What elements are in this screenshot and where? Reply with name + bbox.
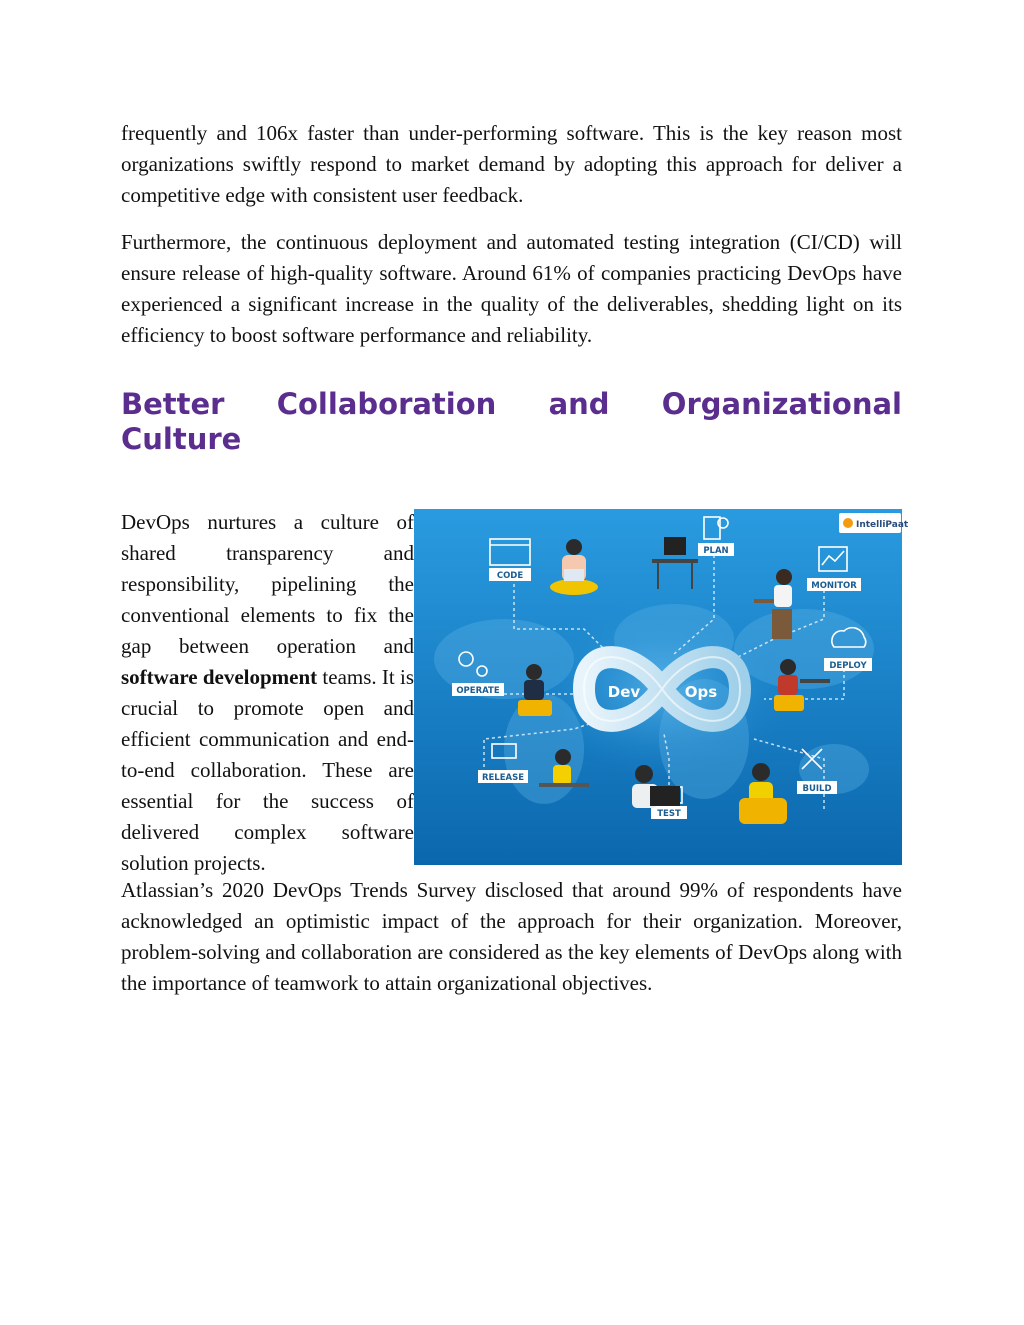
devops-lifecycle-image [414,509,909,865]
paragraph-speed: frequently and 106x faster than under-performing software. This is the key reason most organizations swiftly respond to market demand by adopting this approach for deliver a competitive edge with consistent user feedback. [121,121,902,207]
software-development-bold: software development [121,665,318,689]
ops-label: Ops [684,683,718,701]
stage-code: CODE [496,571,524,581]
stage-plan: PLAN [703,546,729,556]
brand-label: IntelliPaat [856,520,909,530]
document-page [121,118,909,999]
stage-monitor: MONITOR [811,581,857,591]
dev-label: Dev [607,683,641,701]
section-heading: Better Collaboration and Organizational Culture [121,387,902,456]
stage-test: TEST [657,809,681,819]
stage-operate: OPERATE [456,686,500,696]
paragraph-culture [121,507,414,879]
culture-text-end: teams. It is crucial to promote open and efficient communication and end-to-end collaboration. These are essential for the success of delivered complex software solution projects. [121,665,414,875]
paragraph-atlassian: Atlassian’s 2020 DevOps Trends Survey disclosed that around 99% of respondents have acknowledged an optimistic impact of the approach for their organization. Moreover, problem-solving and collaboration are considered as the key elements of DevOps along with the importance of teamwork to attain organizational objectives. [121,878,902,995]
stage-release: RELEASE [481,773,525,783]
stage-build: BUILD [802,784,832,794]
paragraph-cicd: Furthermore, the continuous deployment and automated testing integration (CI/CD) will ensure release of high-quality software. Around 61% of companies practicing DevOps have experienced a significant increase in the quality of the deliverables, shedding light on its efficiency to boost software performance and reliability. [121,230,902,347]
culture-section [121,507,909,875]
brand-logo-icon [843,518,853,528]
devops-illustration [414,509,909,865]
culture-text-start: DevOps nurtures a culture of shared transparency and responsibility, pipelining the conventional elements to fix the gap between operation and [121,510,414,658]
stage-deploy: DEPLOY [829,661,867,671]
